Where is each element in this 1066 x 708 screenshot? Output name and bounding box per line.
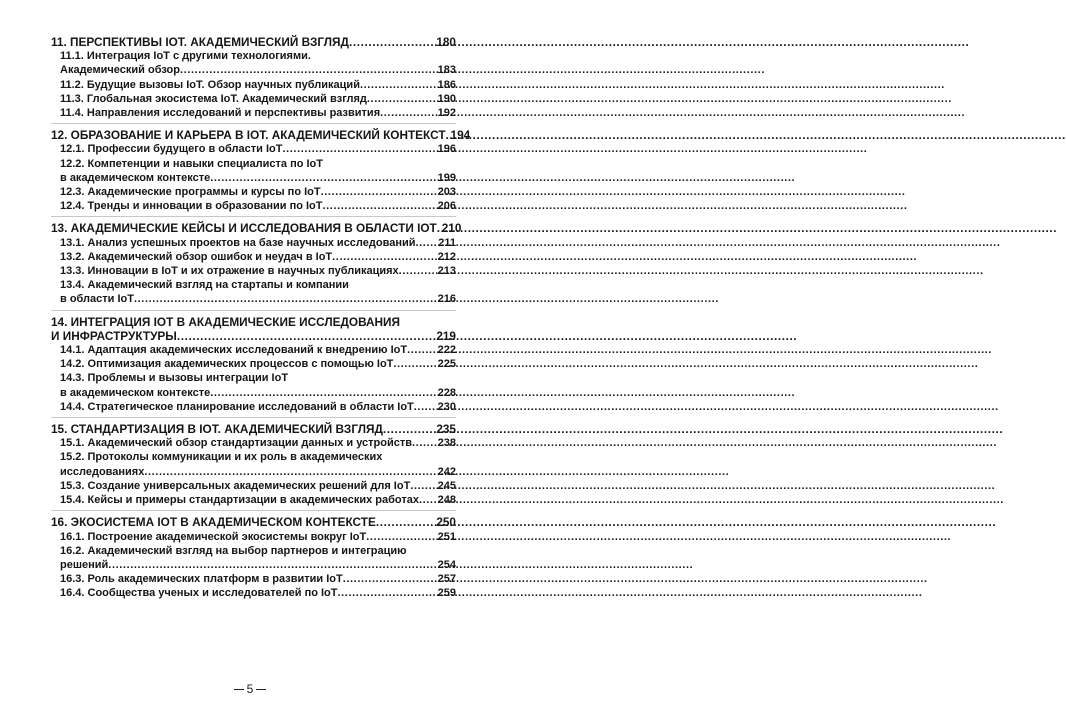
page-ref: 245	[437, 479, 456, 492]
dot-leader	[412, 436, 437, 450]
toc-section-entry[interactable]	[51, 92, 456, 106]
toc-section-entry[interactable]	[51, 185, 456, 199]
section-title: 15.3. Создание универсальных академических решений для IoT	[60, 479, 411, 492]
page-ref: 225	[437, 358, 456, 371]
toc-chapter-entry[interactable]	[51, 221, 462, 236]
dot-leader	[399, 264, 437, 278]
dot-leader	[380, 106, 437, 120]
toc-section-entry[interactable]	[51, 400, 456, 414]
chapter-divider	[51, 510, 456, 511]
table-of-contents	[51, 35, 471, 601]
toc-section-entry[interactable]	[51, 78, 456, 92]
page-ref: 248	[437, 494, 456, 507]
dot-leader	[144, 465, 436, 479]
toc-section-entry[interactable]	[51, 343, 456, 357]
section-title: 15.2. Протоколы коммуникации и их роль в академических	[60, 451, 383, 464]
page-ref: 186	[437, 78, 456, 91]
dot-leader	[410, 479, 436, 493]
dot-leader	[416, 236, 438, 250]
dot-leader	[393, 357, 436, 371]
chapter-12	[51, 128, 471, 213]
section-title: Академический обзор	[60, 64, 180, 77]
toc-chapter-entry[interactable]	[51, 128, 471, 143]
page-ref: 259	[437, 587, 456, 600]
section-title: 16.1. Построение академической экосистемы вокруг IoT	[60, 530, 367, 543]
toc-section-entry-continued[interactable]	[51, 558, 456, 572]
toc-chapter-entry-continued[interactable]	[51, 329, 456, 343]
section-title: 12.1. Профессии будущего в области IoT	[60, 143, 283, 156]
page-ref: 251	[437, 530, 456, 543]
toc-section-entry[interactable]	[51, 106, 456, 120]
section-title: 15.1. Академический обзор стандартизации данных и устройств	[60, 437, 413, 450]
toc-section-entry[interactable]	[51, 450, 456, 464]
page-ref: 196	[437, 143, 456, 156]
page-ref: 212	[437, 250, 456, 263]
dot-leader	[321, 185, 437, 199]
chapter-title: 16. ЭКОСИСТЕМА IOT В АКАДЕМИЧЕСКОМ КОНТЕКСТЕ	[51, 515, 376, 530]
chapter-11	[51, 35, 456, 120]
chapter-13	[51, 221, 462, 306]
chapter-title: И ИНФРАСТРУКТУРЫ	[51, 328, 177, 343]
dot-leader	[360, 78, 437, 92]
dot-leader	[282, 142, 436, 156]
section-title: 12.3. Академические программы и курсы по IoT	[60, 186, 321, 199]
section-title: 16.2. Академический взгляд на выбор партнеров и интеграцию	[60, 544, 407, 557]
page-ref: 230	[437, 400, 456, 413]
section-title: 11.1. Интеграция IoT с другими технологиями.	[60, 50, 311, 63]
toc-chapter-entry[interactable]	[51, 315, 456, 329]
toc-section-entry[interactable]	[51, 236, 456, 250]
page-ref: 211	[438, 236, 456, 249]
section-title: 16.4. Сообщества ученых и исследователей по IoT	[60, 587, 338, 600]
toc-section-entry[interactable]	[51, 199, 456, 213]
page-footer	[0, 682, 500, 696]
page-ref: 194	[450, 128, 471, 143]
toc-section-entry-continued[interactable]	[51, 63, 456, 77]
chapter-title: 14. ИНТЕГРАЦИЯ IOT В АКАДЕМИЧЕСКИЕ ИССЛЕДОВАНИЯ	[51, 314, 401, 329]
section-title: в академическом контексте	[60, 386, 211, 399]
toc-chapter-entry[interactable]	[51, 35, 456, 49]
page-number: 5	[246, 682, 254, 696]
page-ref: 203	[437, 186, 456, 199]
section-title: в области IoT	[60, 293, 134, 306]
section-title: 11.4. Направления исследований и перспективы развития	[60, 107, 381, 120]
toc-section-entry[interactable]	[51, 278, 456, 292]
section-title: 12.2. Компетенции и навыки специалиста по IoT	[60, 157, 323, 170]
dot-leader	[177, 329, 435, 343]
toc-section-entry[interactable]	[51, 479, 456, 493]
section-title: 13.1. Анализ успешных проектов на базе научных исследований	[60, 236, 416, 249]
chapter-15	[51, 422, 456, 507]
dot-leader	[210, 386, 436, 400]
chapter-divider	[51, 123, 456, 124]
chapter-16	[51, 515, 456, 600]
dot-leader	[323, 199, 437, 213]
chapter-divider	[51, 216, 456, 217]
toc-section-entry[interactable]	[51, 572, 456, 586]
page-ref: 242	[437, 465, 456, 478]
dot-leader	[376, 515, 435, 529]
section-title: 14.4. Стратегическое планирование исследований в области IoT	[60, 400, 414, 413]
chapter-title: 13. АКАДЕМИЧЕСКИЕ КЕЙСЫ И ИССЛЕДОВАНИЯ В ОБЛАСТИ IOT	[51, 221, 437, 236]
chapter-title: 12. ОБРАЗОВАНИЕ И КАРЬЕРА В IOT. АКАДЕМИЧЕСКИЙ КОНТЕКСТ	[51, 128, 446, 143]
section-title: 13.4. Академический взгляд на стартапы и компании	[60, 279, 349, 292]
toc-section-entry[interactable]	[51, 250, 456, 264]
toc-section-entry[interactable]	[51, 493, 456, 507]
dot-leader	[366, 530, 436, 544]
page-ref: 235	[436, 422, 456, 437]
page-ref: 180	[436, 35, 456, 49]
page-ref: 216	[437, 293, 456, 306]
dot-leader	[108, 558, 436, 572]
dot-leader	[367, 92, 437, 106]
section-title: в академическом контексте	[60, 171, 211, 184]
section-title: 11.3. Глобальная экосистема IoT. Академический взгляд	[60, 92, 367, 105]
section-title: 15.4. Кейсы и примеры стандартизации в академических работах	[60, 494, 419, 507]
toc-chapter-entry[interactable]	[51, 422, 456, 436]
page-ref: 228	[437, 386, 456, 399]
toc-section-entry[interactable]	[51, 142, 456, 156]
section-title: 13.3. Инновации в IoT и их отражение в научных публикациях	[60, 265, 399, 278]
page-ref: 219	[436, 328, 456, 343]
page-ref: 206	[437, 200, 456, 213]
dot-leader	[134, 292, 437, 306]
section-title: решений	[60, 558, 109, 571]
dot-leader	[332, 250, 436, 264]
dot-leader	[414, 400, 437, 414]
page-ref: 254	[437, 558, 456, 571]
toc-section-entry-continued[interactable]	[51, 465, 456, 479]
toc-section-entry[interactable]	[51, 530, 456, 544]
section-title: 14.1. Адаптация академических исследований к внедрению IoT	[60, 344, 408, 357]
toc-section-entry[interactable]	[51, 357, 456, 371]
section-title: 14.2. Оптимизация академических процессов с помощью IoT	[60, 358, 394, 371]
footer-dash-right	[256, 689, 266, 690]
toc-section-entry[interactable]	[51, 436, 456, 450]
chapter-title: 11. ПЕРСПЕКТИВЫ IOT. АКАДЕМИЧЕСКИЙ ВЗГЛЯД	[51, 35, 349, 49]
dot-leader	[383, 422, 435, 436]
dot-leader	[407, 343, 437, 357]
page-ref: 190	[437, 92, 456, 105]
page-ref: 238	[437, 437, 456, 450]
toc-section-entry-continued[interactable]	[51, 386, 456, 400]
section-title: 13.2. Академический обзор ошибок и неудач в IoT	[60, 250, 333, 263]
section-title: 16.3. Роль академических платформ в развитии IoT	[60, 573, 343, 586]
page-ref: 199	[437, 171, 456, 184]
page-ref: 192	[437, 107, 456, 120]
toc-section-entry-continued[interactable]	[51, 171, 456, 185]
page-ref: 257	[437, 573, 456, 586]
dot-leader	[343, 572, 437, 586]
toc-section-entry[interactable]	[51, 157, 456, 171]
chapter-divider	[51, 417, 456, 418]
dot-leader	[349, 35, 435, 49]
chapter-title: 15. СТАНДАРТИЗАЦИЯ В IOT. АКАДЕМИЧЕСКИЙ ВЗГЛЯД	[51, 422, 383, 437]
toc-section-entry[interactable]	[51, 264, 456, 278]
footer-dash-left	[234, 689, 244, 690]
section-title: исследованиях	[60, 465, 145, 478]
dot-leader	[180, 63, 437, 77]
toc-section-entry[interactable]	[51, 371, 456, 385]
chapter-divider	[51, 310, 456, 311]
toc-chapter-entry[interactable]	[51, 515, 456, 529]
page-ref: 213	[437, 265, 456, 278]
toc-section-entry[interactable]	[51, 544, 456, 558]
dot-leader	[338, 586, 437, 600]
section-title: 12.4. Тренды и инновации в образовании по IoT	[60, 200, 323, 213]
page-ref: 222	[437, 344, 456, 357]
dot-leader	[419, 493, 437, 507]
dot-leader	[210, 171, 436, 185]
toc-section-entry[interactable]	[51, 586, 456, 600]
toc-section-entry[interactable]	[51, 49, 456, 63]
toc-section-entry-continued[interactable]	[51, 292, 456, 306]
page-ref: 183	[437, 64, 456, 77]
page-ref: 210	[441, 221, 462, 236]
section-title: 14.3. Проблемы и вызовы интеграции IoT	[60, 372, 289, 385]
chapter-14	[51, 315, 456, 414]
section-title: 11.2. Будущие вызовы IoT. Обзор научных публикаций	[60, 78, 360, 91]
page-ref: 250	[436, 515, 456, 530]
